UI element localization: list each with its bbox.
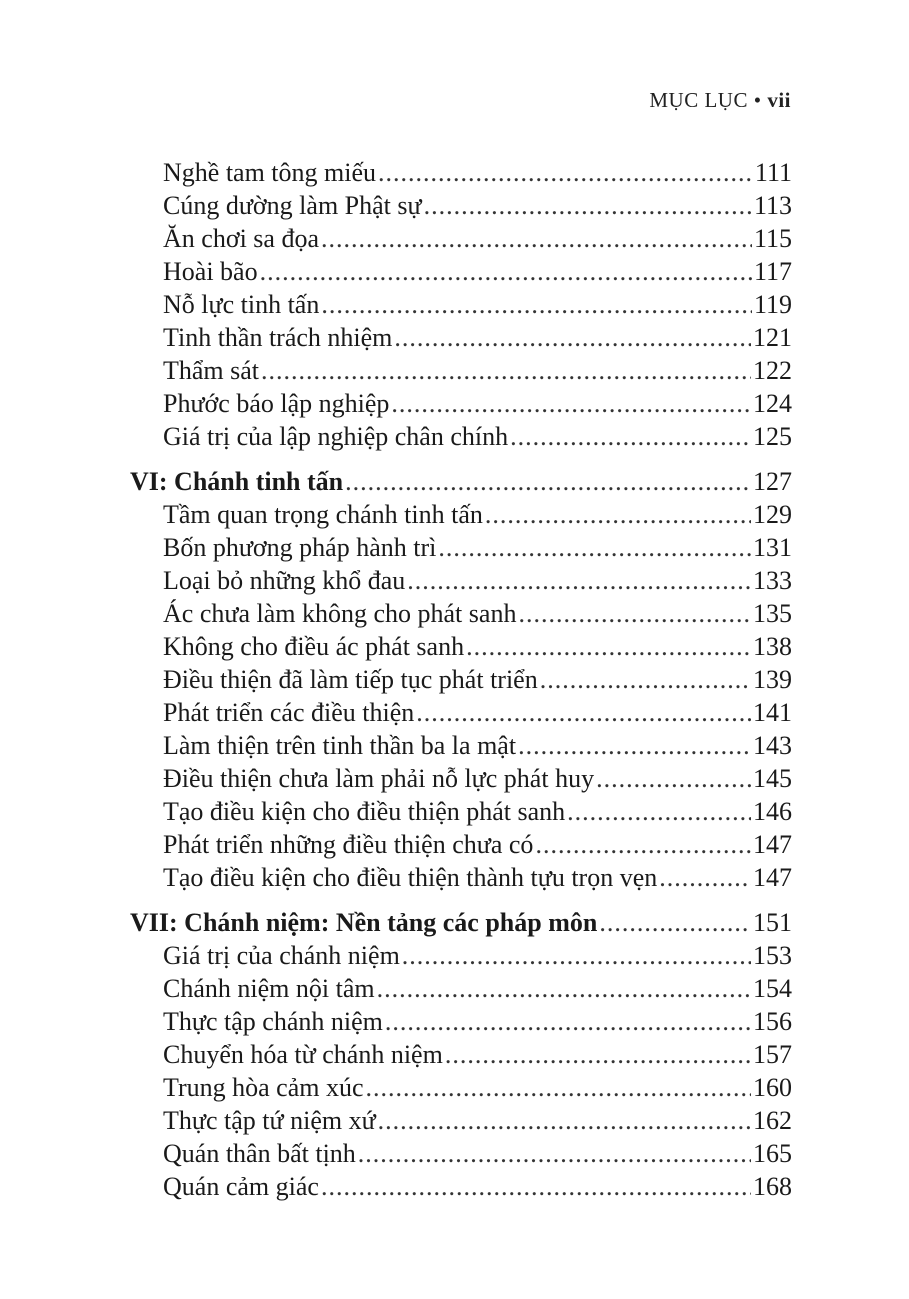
header-separator: • [753,88,762,112]
toc-page-number: 117 [753,257,792,286]
toc-page-number: 141 [753,698,792,727]
toc-entry [130,156,792,189]
toc-title: Giá trị của lập nghiệp chân chính [163,422,509,451]
toc-page-number: 138 [753,632,792,661]
toc-page-number: 119 [753,290,792,319]
toc-title: Điều thiện chưa làm phải nỗ lực phát huy [163,764,595,793]
toc-title: Làm thiện trên tinh thần ba la mật [163,731,517,760]
dot-leader [518,597,751,630]
dot-leader [535,828,751,861]
toc-page-number: 145 [753,764,792,793]
dot-leader [596,762,751,795]
toc-page-number: 147 [753,830,792,859]
toc-entry [130,828,792,861]
page-number: vii [767,88,791,112]
dot-leader [394,321,751,354]
toc-title: Trung hòa cảm xúc [163,1073,364,1102]
toc-entry [130,762,792,795]
toc-page-number: 111 [754,158,792,187]
toc-title: Hoài bão [163,257,258,286]
toc-entry [130,795,792,828]
dot-leader [510,420,751,453]
toc-title: Chánh niệm nội tâm [163,974,375,1003]
dot-leader [424,189,752,222]
toc-title: Tinh thần trách nhiệm [163,323,393,352]
header-label: MỤC LỤC [649,88,748,112]
toc-page-number: 129 [753,500,792,529]
toc-title: Giá trị của chánh niệm [163,941,400,970]
dot-leader [385,1005,751,1038]
toc-title: Ăn chơi sa đọa [163,224,319,253]
dot-leader [378,1104,751,1137]
toc-entry [130,255,792,288]
toc-entry [130,189,792,222]
running-header [649,88,791,113]
dot-leader [540,663,751,696]
toc-entry [130,1005,792,1038]
dot-leader [321,1170,751,1203]
dot-leader [321,222,752,255]
dot-leader [485,498,751,531]
toc-page-number: 139 [753,665,792,694]
dot-leader [358,1137,751,1170]
toc-page-number: 135 [753,599,792,628]
toc-entry [130,1071,792,1104]
toc-page-number: 121 [753,323,792,352]
toc-page-number: 160 [753,1073,792,1102]
toc-title: Chuyển hóa từ chánh niệm [163,1040,443,1069]
toc-page-number: 124 [753,389,792,418]
toc-entry [130,531,792,564]
toc-page-number: 162 [753,1106,792,1135]
dot-leader [567,795,751,828]
dot-leader [260,255,752,288]
toc-title: Loại bỏ những khổ đau [163,566,406,595]
toc-page-number: 115 [753,224,792,253]
dot-leader [518,729,751,762]
toc-title: VII: Chánh niệm: Nền tảng các pháp môn [130,908,598,937]
toc-entry [130,1137,792,1170]
dot-leader [402,939,751,972]
toc-entry [130,597,792,630]
toc-entry [130,1038,792,1071]
toc-entry [130,420,792,453]
toc-title: Phước báo lập nghiệp [163,389,390,418]
dot-leader [659,861,751,894]
dot-leader [416,696,751,729]
toc-page-number: 113 [753,191,792,220]
toc-entry [130,222,792,255]
toc-page-number: 131 [753,533,792,562]
toc-chapter [130,465,792,498]
toc-page-number: 125 [753,422,792,451]
dot-leader [366,1071,751,1104]
dot-leader [466,630,751,663]
dot-leader [321,288,752,321]
toc-entry [130,1170,792,1203]
toc-entry [130,972,792,1005]
toc-title: Thực tập chánh niệm [163,1007,383,1036]
toc-page-number: 168 [753,1172,792,1201]
toc-entry [130,663,792,696]
table-of-contents [130,156,792,1203]
toc-entry [130,729,792,762]
toc-title: Bốn phương pháp hành trì [163,533,437,562]
toc-page-number: 146 [753,797,792,826]
toc-entry [130,1104,792,1137]
toc-title: Phát triển các điều thiện [163,698,415,727]
toc-entry [130,939,792,972]
toc-title: Nỗ lực tinh tấn [163,290,320,319]
toc-title: Tầm quan trọng chánh tinh tấn [163,500,483,529]
toc-title: Tạo điều kiện cho điều thiện thành tựu trọn vẹn [163,863,658,892]
toc-entry [130,564,792,597]
toc-entry [130,288,792,321]
toc-title: Thực tập tứ niệm xứ [163,1106,376,1135]
dot-leader [261,354,751,387]
dot-leader [345,465,751,498]
toc-entry [130,387,792,420]
toc-page-number: 147 [753,863,792,892]
dot-leader [377,972,751,1005]
toc-entry [130,498,792,531]
toc-page-number: 153 [753,941,792,970]
dot-leader [438,531,751,564]
dot-leader [391,387,751,420]
toc-title: Nghề tam tông miếu [163,158,377,187]
toc-chapter [130,906,792,939]
toc-title: Cúng dường làm Phật sự [163,191,422,220]
toc-title: Phát triển những điều thiện chưa có [163,830,534,859]
toc-entry [130,696,792,729]
toc-entry [130,861,792,894]
toc-title: Không cho điều ác phát sanh [163,632,465,661]
toc-title: Thẩm sát [163,356,260,385]
toc-entry [130,630,792,663]
toc-page-number: 165 [753,1139,792,1168]
toc-page-number: 143 [753,731,792,760]
toc-page-number: 157 [753,1040,792,1069]
toc-title: Quán cảm giác [163,1172,319,1201]
toc-page-number: 127 [753,467,792,496]
dot-leader [599,906,751,939]
toc-page-number: 156 [753,1007,792,1036]
toc-title: VI: Chánh tinh tấn [130,467,344,496]
toc-title: Ác chưa làm không cho phát sanh [163,599,517,628]
dot-leader [378,156,753,189]
toc-title: Tạo điều kiện cho điều thiện phát sanh [163,797,566,826]
toc-title: Quán thân bất tịnh [163,1139,356,1168]
toc-page-number: 151 [753,908,792,937]
toc-page-number: 154 [753,974,792,1003]
toc-entry [130,354,792,387]
dot-leader [407,564,751,597]
toc-title: Điều thiện đã làm tiếp tục phát triển [163,665,538,694]
toc-page-number: 133 [753,566,792,595]
toc-entry [130,321,792,354]
toc-page-number: 122 [753,356,792,385]
dot-leader [445,1038,751,1071]
